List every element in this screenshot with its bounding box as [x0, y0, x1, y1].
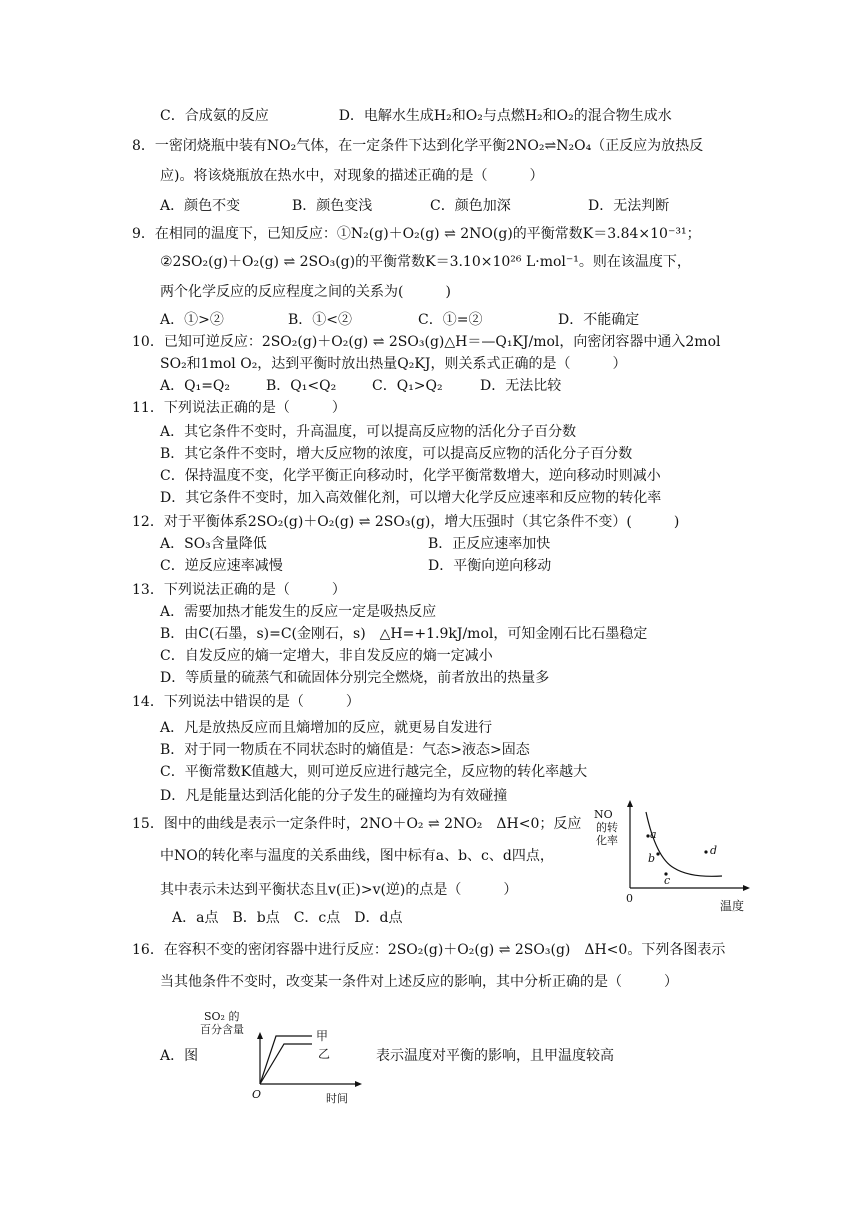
- q10-option-c[interactable]: C．Q₁>Q₂: [372, 378, 443, 394]
- q16-xlabel: 时间: [326, 1092, 348, 1105]
- q16-option-a-prefix[interactable]: A．图: [160, 1048, 199, 1064]
- q15-label-b: b: [648, 852, 656, 865]
- q16-ylabel-2: 百分含量: [200, 1023, 244, 1036]
- q14-option-a[interactable]: A．凡是放热反应而且熵增加的反应，就更易自发进行: [160, 720, 493, 736]
- q10-stem-line1: 10．已知可逆反应：2SO₂(g)＋O₂(g) ⇌ 2SO₃(g)△H＝—Q₁KJ/mol，向密闭容器中通入2mol: [132, 334, 721, 350]
- q12-option-c[interactable]: C．逆反应速率减慢: [160, 558, 283, 574]
- q15-stem-line3: 其中表示未达到平衡状态且v(正)>v(逆)的点是（ ）: [160, 882, 518, 898]
- q13-option-d[interactable]: D．等质量的硫蒸气和硫固体分别完全燃烧，前者放出的热量多: [160, 670, 550, 686]
- q15-y-arrow: [627, 800, 633, 807]
- q12-stem: 12．对于平衡体系2SO₂(g)＋O₂(g) ⇌ 2SO₃(g)，增大压强时（其它条件不变）( ): [132, 514, 680, 530]
- q15-xlabel: 温度: [720, 899, 745, 913]
- q9-option-c[interactable]: C．①=②: [418, 312, 483, 328]
- q13-stem: 13．下列说法正确的是（ ）: [132, 582, 346, 598]
- q8-option-a[interactable]: A．颜色不变: [160, 198, 241, 214]
- q16-origin: O: [252, 1088, 262, 1101]
- q8-stem-line2: 应)。将该烧瓶放在热水中，对现象的描述正确的是（ ）: [160, 168, 544, 184]
- q16-stem-line2: 当其他条件不变时，改变某一条件对上述反应的影响，其中分析正确的是（ ）: [160, 974, 678, 990]
- q16-series-jia: [260, 1036, 312, 1084]
- q7-options-cd: C．合成氨的反应 D．电解水生成H₂和O₂与点燃H₂和O₂的混合物生成水: [160, 108, 672, 124]
- q15-label-c: c: [664, 874, 671, 887]
- q13-option-a[interactable]: A．需要加热才能发生的反应一定是吸热反应: [160, 604, 437, 620]
- q10-stem-line2: SO₂和1mol O₂，达到平衡时放出热量Q₂KJ，则关系式正确的是（ ）: [160, 356, 627, 372]
- q8-option-d[interactable]: D．无法判断: [588, 198, 670, 214]
- q9-option-d[interactable]: D．不能确定: [558, 312, 640, 328]
- q14-option-c[interactable]: C．平衡常数K值越大，则可逆反应进行越完全，反应物的转化率越大: [160, 764, 588, 780]
- q8-option-c[interactable]: C．颜色加深: [430, 198, 511, 214]
- q13-option-b[interactable]: B．由C(石墨，s)=C(金刚石，s) △H=+1.9kJ/mol，可知金刚石比石墨稳定: [160, 626, 648, 642]
- q14-option-d[interactable]: D．凡是能量达到活化能的分子发生的碰撞均为有效碰撞: [160, 788, 508, 804]
- q12-option-a[interactable]: A．SO₃含量降低: [160, 536, 267, 552]
- q11-option-d[interactable]: D．其它条件不变时，加入高效催化剂，可以增大化学反应速率和反应物的转化率: [160, 490, 662, 506]
- q16-series-yi: [260, 1044, 312, 1084]
- q14-stem: 14．下列说法中错误的是（ ）: [132, 694, 360, 710]
- q15-ylabel-3: 化率: [596, 834, 618, 847]
- q15-ylabel-1: NO: [594, 808, 613, 821]
- q8-option-b[interactable]: B．颜色变浅: [292, 198, 373, 214]
- q15-label-a: a: [650, 828, 657, 841]
- q9-stem-line3: 两个化学反应的反应程度之间的关系为( ): [160, 284, 451, 300]
- q16-ylabel-1: SO₂ 的: [204, 1010, 240, 1023]
- q14-option-b[interactable]: B．对于同一物质在不同状态时的熵值是：气态>液态>固态: [160, 742, 530, 758]
- q15-ylabel-2: 的转: [596, 821, 618, 834]
- q15-point-d: [704, 850, 707, 853]
- q10-option-b[interactable]: B．Q₁<Q₂: [266, 378, 337, 394]
- q15-options: A．a点 B．b点 C．c点 D．d点: [172, 910, 403, 926]
- q15-conversion-temperature-figure: [586, 798, 756, 916]
- q9-stem-line2: ②2SO₂(g)＋O₂(g) ⇌ 2SO₃(g)的平衡常数K＝3.10×10²⁶ L·mol⁻¹。则在该温度下，: [160, 254, 691, 270]
- q11-option-c[interactable]: C．保持温度不变，化学平衡正向移动时，化学平衡常数增大，逆向移动时则减小: [160, 468, 661, 484]
- q10-option-d[interactable]: D．无法比较: [480, 378, 562, 394]
- q15-point-b: [656, 852, 659, 855]
- q11-option-b[interactable]: B．其它条件不变时，增大反应物的浓度，可以提高反应物的活化分子百分数: [160, 446, 633, 462]
- q9-option-b[interactable]: B．①<②: [288, 312, 353, 328]
- q11-option-a[interactable]: A．其它条件不变时，升高温度，可以提高反应物的活化分子百分数: [160, 424, 577, 440]
- q15-label-d: d: [710, 844, 718, 857]
- q15-x-arrow: [743, 885, 750, 891]
- q16-so2-time-figure: [180, 1006, 370, 1106]
- q10-option-a[interactable]: A．Q₁=Q₂: [160, 378, 231, 394]
- q16-x-arrow: [355, 1081, 362, 1087]
- q9-stem-line1: 9．在相同的温度下，已知反应：①N₂(g)＋O₂(g) ⇌ 2NO(g)的平衡常数K＝3.84×10⁻³¹；: [132, 226, 701, 242]
- q11-stem: 11．下列说法正确的是（ ）: [132, 400, 346, 416]
- q16-option-a-suffix[interactable]: 表示温度对平衡的影响，且甲温度较高: [376, 1048, 614, 1064]
- q13-option-c[interactable]: C．自发反应的熵一定增大，非自发反应的熵一定减小: [160, 648, 493, 664]
- q12-option-d[interactable]: D．平衡向逆向移动: [428, 558, 552, 574]
- q12-option-b[interactable]: B．正反应速率加快: [428, 536, 551, 552]
- q16-stem-line1: 16．在容积不变的密闭容器中进行反应：2SO₂(g)＋O₂(g) ⇌ 2SO₃(g) ΔH<0。下列各图表示: [132, 942, 726, 958]
- q15-stem-line2: 中NO的转化率与温度的关系曲线，图中标有a、b、c、d四点，: [160, 848, 554, 864]
- q16-label-yi: 乙: [318, 1047, 331, 1061]
- q9-option-a[interactable]: A．①>②: [160, 312, 224, 328]
- q16-label-jia: 甲: [316, 1029, 329, 1043]
- q8-stem-line1: 8．一密闭烧瓶中装有NO₂气体，在一定条件下达到化学平衡2NO₂⇌N₂O₄（正反应为放热反: [132, 138, 704, 154]
- q16-y-arrow: [257, 1032, 263, 1039]
- q15-origin: 0: [626, 892, 633, 905]
- q15-stem-line1: 15．图中的曲线是表示一定条件时，2NO＋O₂ ⇌ 2NO₂ ΔH<0；反应: [132, 816, 582, 832]
